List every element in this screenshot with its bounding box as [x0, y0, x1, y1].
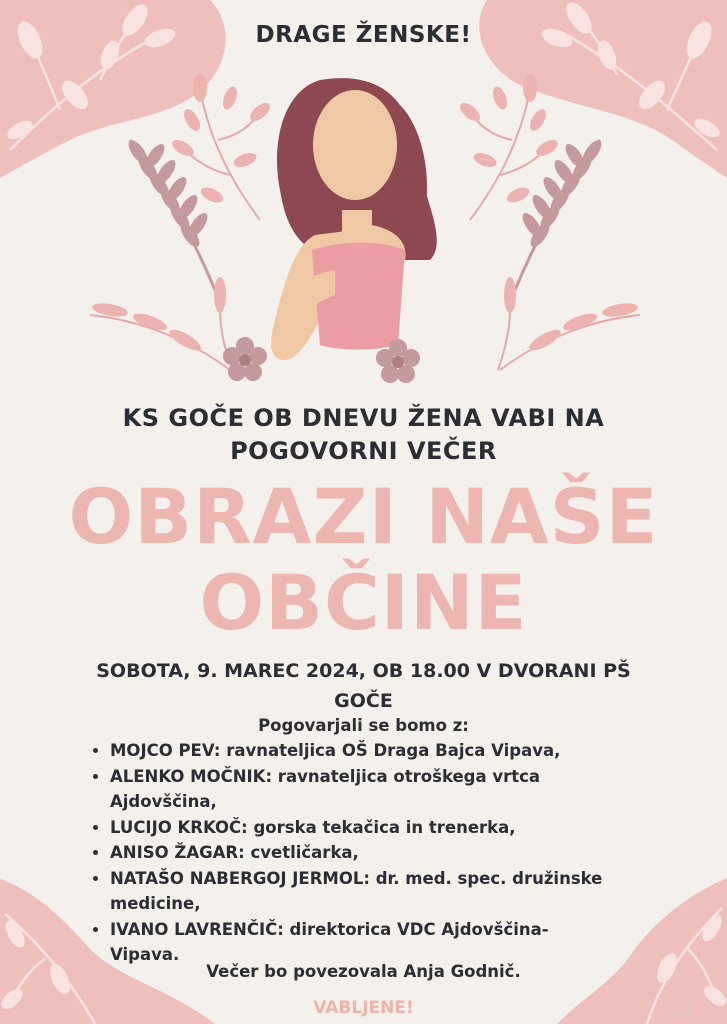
guest-line-2: Vipava.	[110, 945, 180, 964]
list-item	[110, 764, 690, 815]
left-fern-icon	[125, 137, 215, 290]
event-title-line-2: OBČINE	[199, 558, 528, 647]
guest-line-2: medicine,	[110, 894, 201, 913]
invitation-line-1: KS GOČE OB DNEVU ŽENA VABI NA	[122, 404, 605, 432]
woman-illustration	[80, 60, 650, 395]
list-item	[110, 917, 690, 968]
event-datetime	[60, 656, 667, 716]
invitation-text	[60, 402, 667, 468]
list-item	[110, 815, 690, 841]
greeting-heading: DRAGE ŽENSKE!	[255, 22, 472, 48]
event-title-line-1: OBRAZI NAŠE	[68, 472, 659, 561]
guest-line-1: MOJCO PEV: ravnateljica OŠ Draga Bajca Vipava,	[110, 741, 561, 760]
woman-figure-icon	[271, 78, 437, 360]
right-fern-icon	[515, 137, 605, 290]
guest-list	[88, 738, 690, 968]
flower-left-icon	[223, 337, 267, 381]
list-item	[110, 866, 690, 917]
guest-line-1: ANISO ŽAGAR: cvetličarka,	[110, 843, 359, 862]
invitation-line-2: POGOVORNI VEČER	[230, 437, 497, 465]
list-item	[110, 738, 690, 764]
event-title	[20, 474, 707, 646]
guest-line-1: IVANO LAVRENČIČ: direktorica VDC Ajdovščina-	[110, 919, 549, 939]
moderator-text: Večer bo povezovala Anja Godnič.	[206, 962, 521, 981]
guest-line-2: Ajdovščina,	[110, 792, 217, 811]
guest-line-1: LUCIJO KRKOČ: gorska tekačica in trenerka,	[110, 817, 516, 837]
guests-intro: Pogovarjali se bomo z:	[258, 716, 469, 735]
list-item	[110, 840, 690, 866]
event-datetime-line-1: SOBOTA, 9. MAREC 2024, OB 18.00 V DVORANI PŠ	[96, 660, 631, 682]
page-indicator: 1/1	[665, 1002, 693, 1022]
closing-text: VABLJENE!	[313, 998, 414, 1018]
event-datetime-line-2: GOČE	[334, 690, 393, 712]
guest-line-1: ALENKO MOČNIK: ravnateljica otroškega vrtca	[110, 766, 541, 786]
guest-line-1: NATAŠO NABERGOJ JERMOL: dr. med. spec. družinske	[110, 868, 603, 888]
